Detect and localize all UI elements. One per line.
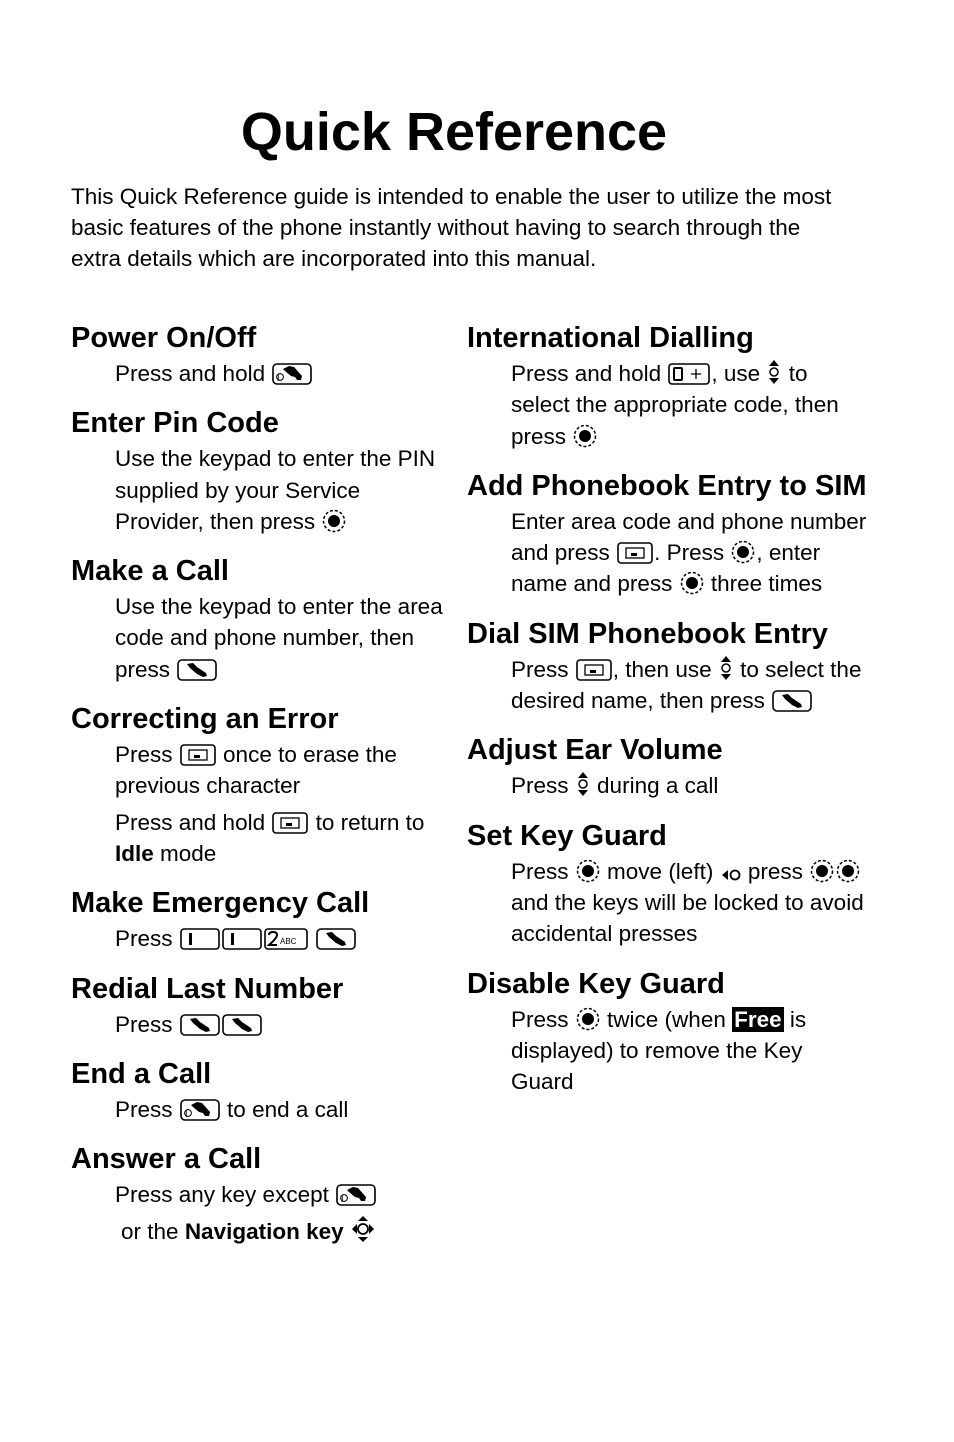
section-heading: Dial SIM Phonebook Entry: [467, 617, 828, 650]
soft-key-icon: [617, 542, 653, 564]
call-key-icon: [222, 1014, 262, 1036]
section-correct-error: Correcting an Error Press once to erase the previous character Press and hold to return to Idle mode: [71, 703, 451, 869]
svg-text:ABC: ABC: [279, 937, 297, 947]
section-international: International Dialling Press and hold , use to select the appropriate code, then press: [467, 322, 867, 452]
one-key-icon: [222, 928, 262, 950]
up-down-nav-icon: [767, 359, 781, 385]
left-column: [71, 322, 451, 1266]
zero-plus-key-icon: [668, 363, 710, 385]
section-heading: End a Call: [71, 1057, 212, 1090]
soft-key-icon: [576, 659, 612, 681]
section-dial-sim: Dial SIM Phonebook Entry Press , then use to select the desired name, then press: [467, 618, 867, 717]
section-heading: Make a Call: [71, 555, 229, 588]
up-down-nav-icon: [576, 771, 590, 797]
soft-key-icon: [180, 744, 216, 766]
section-heading: Make Emergency Call: [71, 887, 370, 920]
center-select-icon: [576, 859, 600, 883]
center-select-icon: [836, 859, 860, 883]
end-key-icon: [336, 1184, 376, 1206]
soft-key-icon: [272, 812, 308, 834]
one-key-icon: [180, 928, 220, 950]
section-redial: Redial Last Number Press: [71, 973, 451, 1040]
section-make-call: Make a Call Use the keypad to enter the area code and phone number, then press: [71, 555, 451, 685]
section-heading: Answer a Call: [71, 1143, 262, 1176]
free-display-badge: Free: [734, 1006, 782, 1032]
section-power: Power On/Off Press and hold: [71, 322, 451, 389]
section-heading: Set Key Guard: [467, 819, 667, 852]
end-key-icon: [272, 363, 312, 385]
call-key-icon: [180, 1014, 220, 1036]
two-abc-key-icon: [264, 928, 308, 950]
section-ear-volume: Adjust Ear Volume Press during a call: [467, 734, 867, 801]
section-disable-key-guard: Disable Key Guard Press twice (when Free is displayed) to remove the Key Guard: [467, 968, 867, 1098]
intro-paragraph: This Quick Reference guide is intended to enable the user to utilize the most basic features of the phone instantly without having to search through the extra details which are incorporated into this manual.: [71, 184, 832, 271]
section-heading: International Dialling: [467, 322, 754, 354]
end-key-icon: [180, 1099, 220, 1121]
section-answer-call: Answer a Call Press any key except or the Navigation key: [71, 1143, 451, 1248]
section-pin: Enter Pin Code Use the keypad to enter the PIN supplied by your Service Provider, then press: [71, 407, 451, 537]
page-title: Quick Reference: [240, 102, 668, 162]
section-heading: Disable Key Guard: [467, 967, 725, 1000]
up-down-nav-icon: [719, 655, 733, 681]
left-nav-icon: [721, 867, 741, 883]
call-key-icon: [177, 659, 217, 681]
right-column: [467, 322, 867, 1115]
section-heading: Power On/Off: [71, 322, 257, 354]
center-select-icon: [573, 424, 597, 448]
call-key-icon: [772, 690, 812, 712]
center-select-icon: [576, 1007, 600, 1031]
section-heading: Redial Last Number: [71, 972, 344, 1005]
section-end-call: End a Call Press to end a call: [71, 1058, 451, 1125]
section-heading: Adjust Ear Volume: [467, 734, 723, 767]
section-set-key-guard: Set Key Guard Press move (left) press and the keys will be locked to avoid accidental presses: [467, 820, 867, 950]
section-emergency: Make Emergency Call Press ABC: [71, 887, 451, 954]
center-select-icon: [810, 859, 834, 883]
section-heading: Correcting an Error: [71, 703, 339, 736]
section-heading: Enter Pin Code: [71, 407, 279, 440]
section-add-phonebook: Add Phonebook Entry to SIM Enter area code and phone number and press . Press , enter name and press three times: [467, 469, 867, 597]
navigation-key-icon: [351, 1215, 375, 1243]
center-select-icon: [322, 509, 346, 533]
call-key-icon: [316, 928, 356, 950]
center-select-icon: [731, 540, 755, 564]
section-heading: Add Phonebook Entry to SIM: [467, 469, 867, 502]
center-select-icon: [680, 571, 704, 595]
